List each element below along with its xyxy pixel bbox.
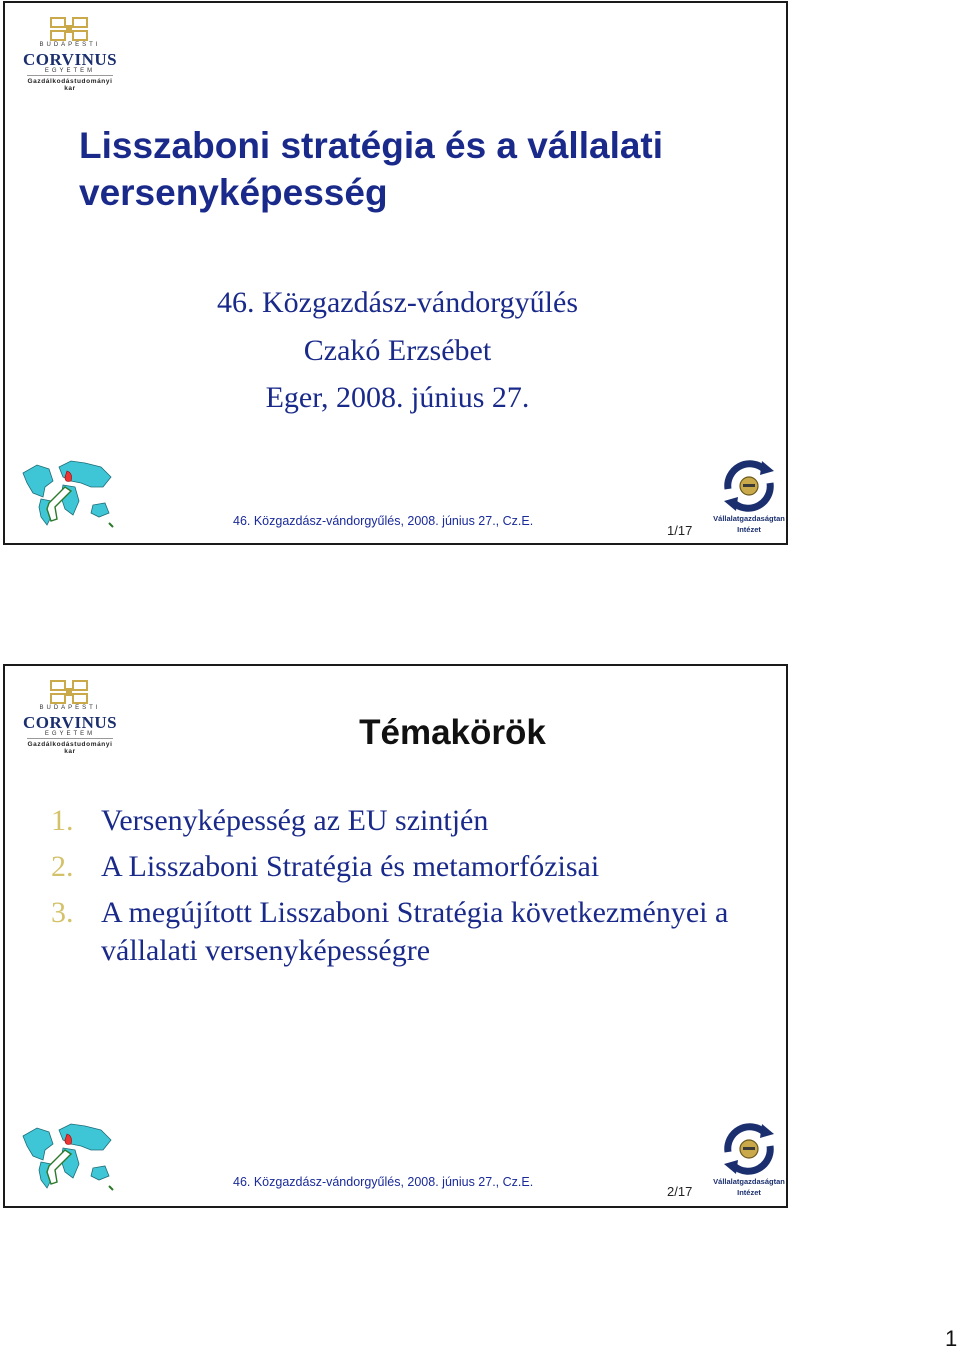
university-bottom-label: EGYETEM [44, 731, 96, 737]
institute-name: Vállalatgazdaságtan [713, 514, 785, 523]
university-name: CORVINUS [23, 50, 118, 69]
university-name: CORVINUS [23, 713, 118, 732]
corvinus-emblem-icon [50, 17, 88, 41]
institute-name: Vállalatgazdaságtan [713, 1177, 785, 1186]
institute-cycle-icon [718, 1122, 780, 1176]
institute-logo [710, 1122, 788, 1200]
page-number: 2/17 [667, 1184, 693, 1199]
university-bottom-label: EGYETEM [44, 68, 96, 74]
topic-number: 1. [51, 804, 74, 837]
institute-logo [710, 459, 788, 537]
topic-number: 2. [51, 850, 74, 883]
topic-text: A Lisszaboni Stratégia és metamorfózisai [101, 850, 600, 883]
corvinus-logo [23, 17, 118, 92]
university-top-label: BUDAPESTI [39, 705, 101, 711]
world-map-icon [19, 453, 115, 531]
list-item [51, 798, 771, 844]
author-name: Czakó Erzsébet [303, 334, 492, 367]
page-number: 1/17 [667, 523, 693, 538]
slide-footer: 46. Közgazdász-vándorgyűlés, 2008. június 27., Cz.E. [233, 514, 534, 528]
slide-1 [3, 1, 788, 545]
institute-cycle-icon [718, 459, 780, 513]
list-item [51, 844, 771, 890]
list-item [51, 890, 771, 970]
faculty-label: Gazdálkodástudományi kar [27, 78, 113, 92]
logo-divider [27, 75, 113, 76]
institute-suffix: Intézet [737, 1188, 761, 1197]
slide-footer: 46. Közgazdász-vándorgyűlés, 2008. június 27., Cz.E. [233, 1175, 534, 1189]
institute-suffix: Intézet [737, 525, 761, 534]
topic-text: A megújított Lisszaboni Stratégia következményei a vállalati versenyképességre [101, 896, 729, 967]
event-name: 46. Közgazdász-vándorgyűlés [217, 286, 578, 319]
topic-list [51, 798, 771, 970]
corvinus-emblem-icon [50, 680, 88, 704]
topic-number: 3. [51, 896, 74, 929]
university-top-label: BUDAPESTI [39, 42, 101, 48]
world-map-icon [19, 1116, 115, 1194]
sheet-page-number: 1 [945, 1326, 958, 1351]
slide-title: Lisszaboni stratégia és a vállalati versenyképesség [79, 125, 664, 213]
faculty-label: Gazdálkodástudományi kar [27, 741, 113, 755]
slide-2 [3, 664, 788, 1208]
place-date: Eger, 2008. június 27. [265, 381, 530, 414]
topic-text: Versenyképesség az EU szintjén [101, 804, 489, 837]
slide-heading: Témakörök [359, 713, 546, 752]
